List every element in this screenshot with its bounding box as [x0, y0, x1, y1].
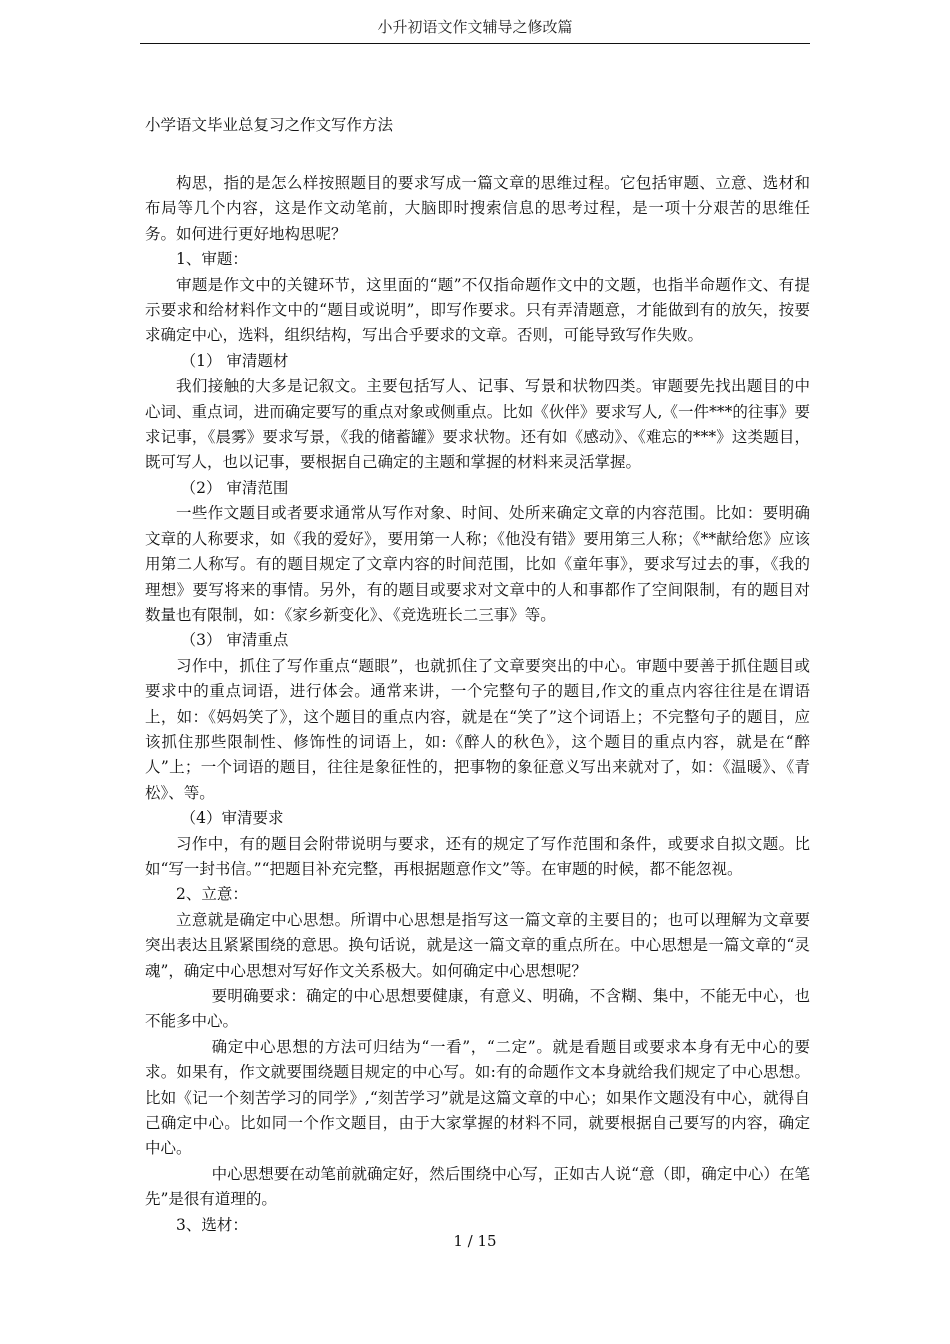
- page-number: 1 / 15: [453, 1232, 497, 1250]
- page-header: 小升初语文作文辅导之修改篇: [140, 16, 810, 44]
- paragraph: 要明确要求：确定的中心思想要健康，有意义、明确，不含糊、集中，不能无中心，也不能多中心。: [145, 987, 810, 1031]
- section-heading: 1、审题：: [176, 250, 248, 269]
- paragraph: 立意就是确定中心思想。所谓中心思想是指写这一篇文章的主要目的；也可以理解为文章要突出表达且紧紧围绕的意思。换句话说，就是这一篇文章的重点所在。中心思想是一篇文章的“灵魂”，确定中心思想对写好作文关系极大。如何确定中心思想呢？: [145, 910, 810, 980]
- paragraph: 习作中，有的题目会附带说明与要求，还有的规定了写作范围和条件，或要求自拟文题。比如“写一封书信。”“把题目补充完整，再根据题意作文”等。在审题的时候，都不能忽视。: [145, 834, 810, 878]
- section-heading: 3、选材：: [176, 1215, 248, 1234]
- paragraph: 一些作文题目或者要求通常从写作对象、时间、处所来确定文章的内容范围。比如：要明确文章的人称要求，如《我的爱好》，要用第一人称；《他没有错》要用第三人称；《**献给您》应该用第二人称写。有的题目规定了文章内容的时间范围，比如《童年事》，要求写过去的事，《我的理想》要写将来的事情。另外，有的题目或要求对文章中的人和事都作了空间限制，有的题目对数量也有限制，如：《家乡新变化》、《竞选班长二三事》等。: [145, 504, 810, 624]
- subsection-heading: （3） 审清重点: [180, 631, 289, 650]
- section-heading: 2、立意：: [176, 885, 248, 904]
- subsection-heading: （4）审清要求: [180, 809, 284, 828]
- paragraph: 中心思想要在动笔前就确定好，然后围绕中心写，正如古人说“意（即，确定中心）在笔先”是很有道理的。: [145, 1164, 810, 1209]
- paragraph: 习作中，抓住了写作重点“题眼”，也就抓住了文章要突出的中心。审题中要善于抓住题目或要求中的重点词语，进行体会。通常来讲，一个完整句子的题目,作文的重点内容往往是在谓语上，如：《妈妈笑了》，这个题目的重点内容，就是在“笑了”这个词语上；不完整句子的题目，应该抓住那些限制性、修饰性的词语上，如:《醉人的秋色》，这个题目的重点内容，就是在“醉人”上；一个词语的题目，往往是象征性的，把事物的象征意义写出来就对了，如：《温暖》、《青松》、等。: [145, 656, 810, 802]
- subsection-heading: （1） 审清题材: [180, 351, 289, 370]
- paragraph: 确定中心思想的方法可归结为“一看”，“二定”。就是看题目或要求本身有无中心的要求。如果有，作文就要围绕题目规定的中心写。如:有的命题作文本身就给我们规定了中心思想。比如《记一个刻苦学习的同学》,“刻苦学习”就是这篇文章的中心；如果作文题没有中心，就得自己确定中心。比如同一个作文题目，由于大家掌握的材料不同，就要根据自己要写的内容，确定中心。: [145, 1037, 810, 1158]
- paragraph: 构思，指的是怎么样按照题目的要求写成一篇文章的思维过程。它包括审题、立意、选材和布局等几个内容，这是作文动笔前，大脑即时搜索信息的思考过程，是一项十分艰苦的思维任务。如何进行更好地构思呢？: [145, 174, 810, 243]
- paragraph: 审题是作文中的关键环节，这里面的“题”不仅指命题作文中的文题，也指半命题作文、有提示要求和给材料作文中的“题目或说明”，即写作要求。只有弄清题意，才能做到有的放矢，按要求确定中心，选料，组织结构，写出合乎要求的文章。否则，可能导致写作失败。: [145, 275, 810, 345]
- paragraph: 我们接触的大多是记叙文。主要包括写人、记事、写景和状物四类。审题要先找出题目的中心词、重点词，进而确定要写的重点对象或侧重点。比如《伙伴》要求写人,《一件***的往事》要求记事，《晨雾》要求写景，《我的储蓄罐》要求状物。还有如《感动》、《难忘的***》这类题目，既可写人，也以记事，要根据自己确定的主题和掌握的材料来灵活掌握。: [145, 377, 810, 472]
- document-title: 小学语文毕业总复习之作文写作方法: [145, 116, 394, 134]
- document-body: [145, 171, 810, 1238]
- subsection-heading: （2） 审清范围: [180, 478, 289, 497]
